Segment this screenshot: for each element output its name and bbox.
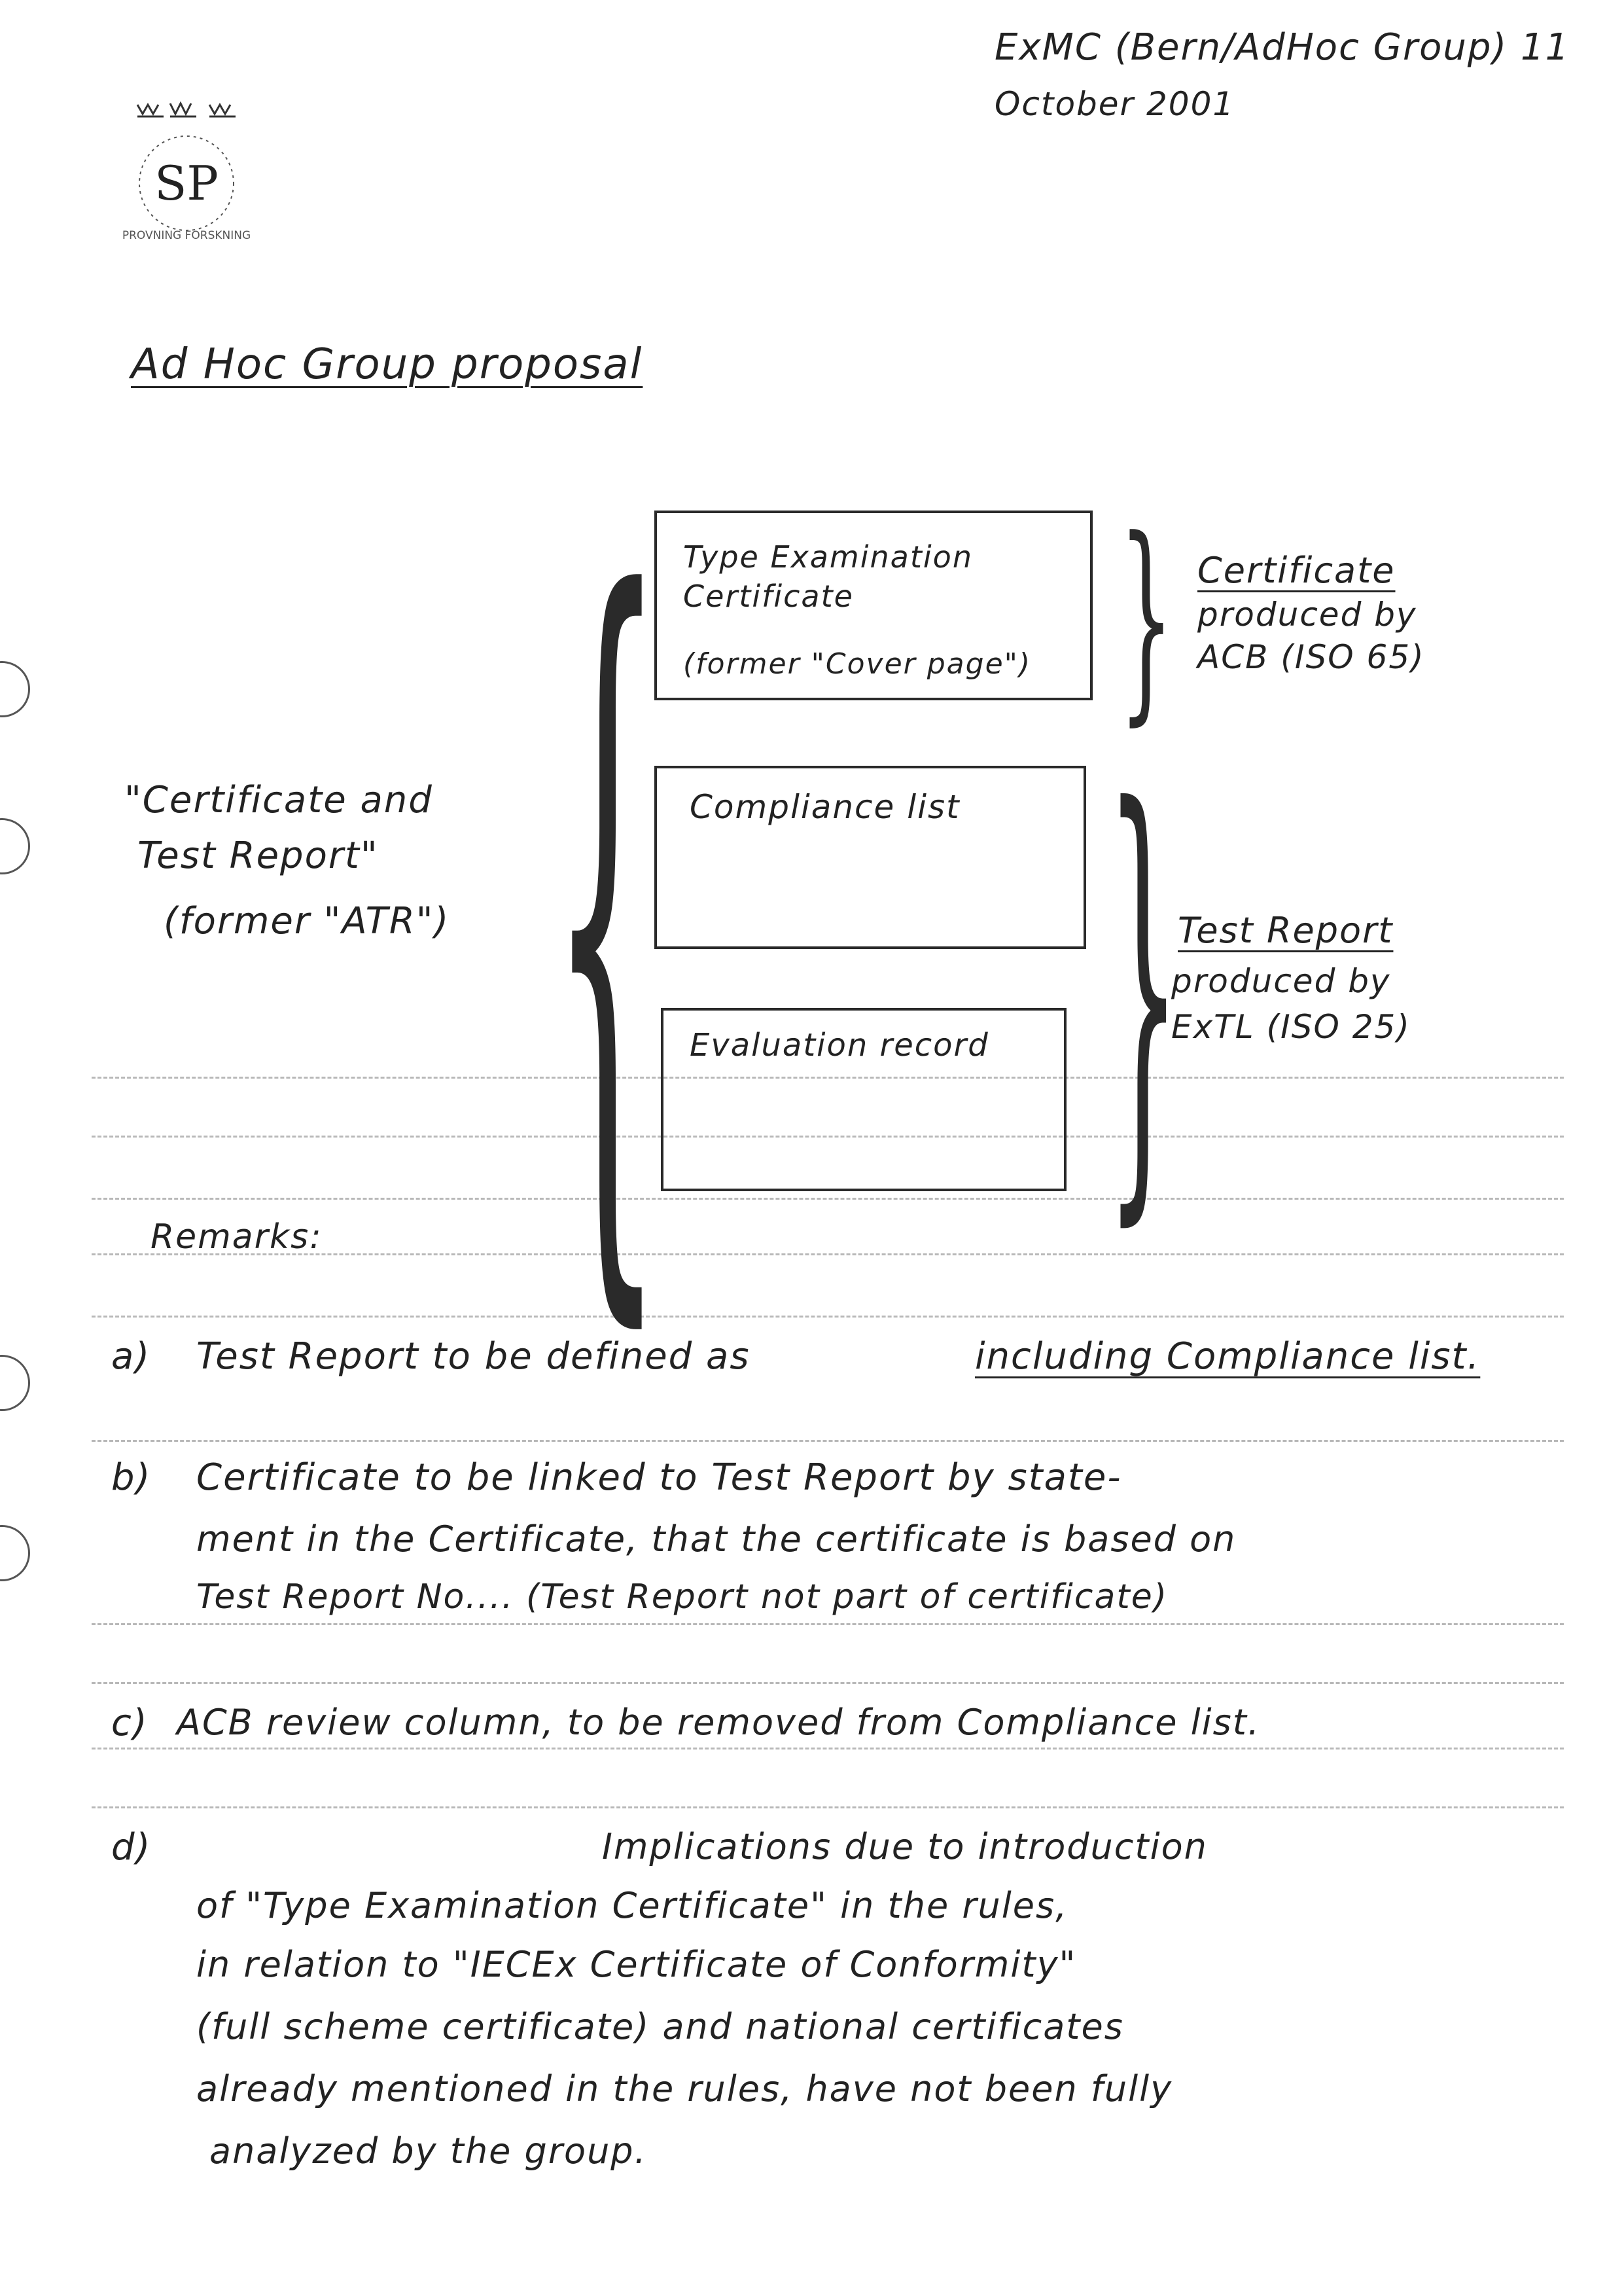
remark-c-marker: c) [111, 1702, 149, 1744]
remark-d-line1: Implications due to introduction [602, 1826, 1208, 1867]
left-brace: { [550, 437, 664, 1389]
compliance-list-label: Compliance list [690, 788, 961, 826]
ruled-line [92, 1806, 1564, 1808]
document-reference: ExMC (Bern/AdHoc Group) 11 [995, 26, 1570, 69]
remark-d-line3: in relation to "IECEx Certificate of Conformity" [196, 1944, 1077, 1985]
type-examination-certificate-box [654, 511, 1093, 700]
evaluation-record-box [661, 1008, 1067, 1191]
crown-icon [137, 103, 236, 117]
ruled-line [92, 1748, 1564, 1749]
remark-c-text: ACB review column, to be removed from Compliance list. [177, 1702, 1261, 1743]
remark-d-line5: already mentioned in the rules, have not been fully [196, 2068, 1173, 2109]
remark-d-marker: d) [111, 1826, 152, 1869]
logo-ring-text: PROVNING FORSKNING [122, 229, 251, 242]
remark-d-line6: analyzed by the group. [209, 2130, 647, 2172]
ruled-line [92, 1682, 1564, 1684]
logo-initials: SP [154, 156, 219, 211]
ruled-line [92, 1316, 1564, 1318]
sp-logo [118, 92, 255, 242]
certificate-produced-by: produced by [1197, 596, 1417, 634]
punch-hole [0, 1355, 30, 1411]
certificate-acb: ACB (ISO 65) [1197, 638, 1425, 676]
remark-b-line2: ment in the Certificate, that the certificate is based on [196, 1518, 1237, 1560]
type-exam-line3: (former "Cover page") [683, 647, 1032, 681]
remark-d-line2: of "Type Examination Certificate" in the rules, [196, 1885, 1068, 1926]
remark-b-line1: Certificate to be linked to Test Report by state- [196, 1456, 1122, 1499]
document-date: October 2001 [995, 85, 1235, 123]
punch-hole [0, 818, 30, 874]
test-report-label: Test Report [1178, 910, 1394, 951]
remark-d-line4: (full scheme certificate) and national certificates [196, 2006, 1124, 2047]
certificate-label: Certificate [1197, 550, 1396, 591]
type-exam-line1: Type Examination [683, 539, 973, 575]
evaluation-record-label: Evaluation record [690, 1027, 989, 1064]
test-report-brace: } [1106, 714, 1181, 1263]
test-report-extl: ExTL (ISO 25) [1171, 1008, 1411, 1046]
ruled-line [92, 1623, 1564, 1625]
remark-a-marker: a) [111, 1335, 151, 1378]
punch-hole [0, 1525, 30, 1581]
punch-hole [0, 661, 30, 717]
remarks-heading: Remarks: [150, 1217, 323, 1257]
test-report-produced-by: produced by [1171, 962, 1391, 1000]
ruled-line [92, 1198, 1564, 1200]
remark-a-text: Test Report to be defined as [196, 1335, 750, 1378]
ruled-line [92, 1440, 1564, 1442]
certificate-brace: } [1119, 493, 1174, 744]
remark-a-underlined: including Compliance list. [975, 1335, 1481, 1378]
remark-b-line3: Test Report No.... (Test Report not part of certificate) [196, 1577, 1168, 1617]
left-label-line2: Test Report" [137, 834, 379, 877]
left-label-line1: "Certificate and [124, 779, 433, 821]
left-label-line3: (former "ATR") [164, 900, 450, 942]
type-exam-line2: Certificate [683, 579, 854, 614]
remark-b-marker: b) [111, 1456, 152, 1499]
compliance-list-box [654, 766, 1086, 949]
page-title: Ad Hoc Group proposal [131, 340, 643, 389]
